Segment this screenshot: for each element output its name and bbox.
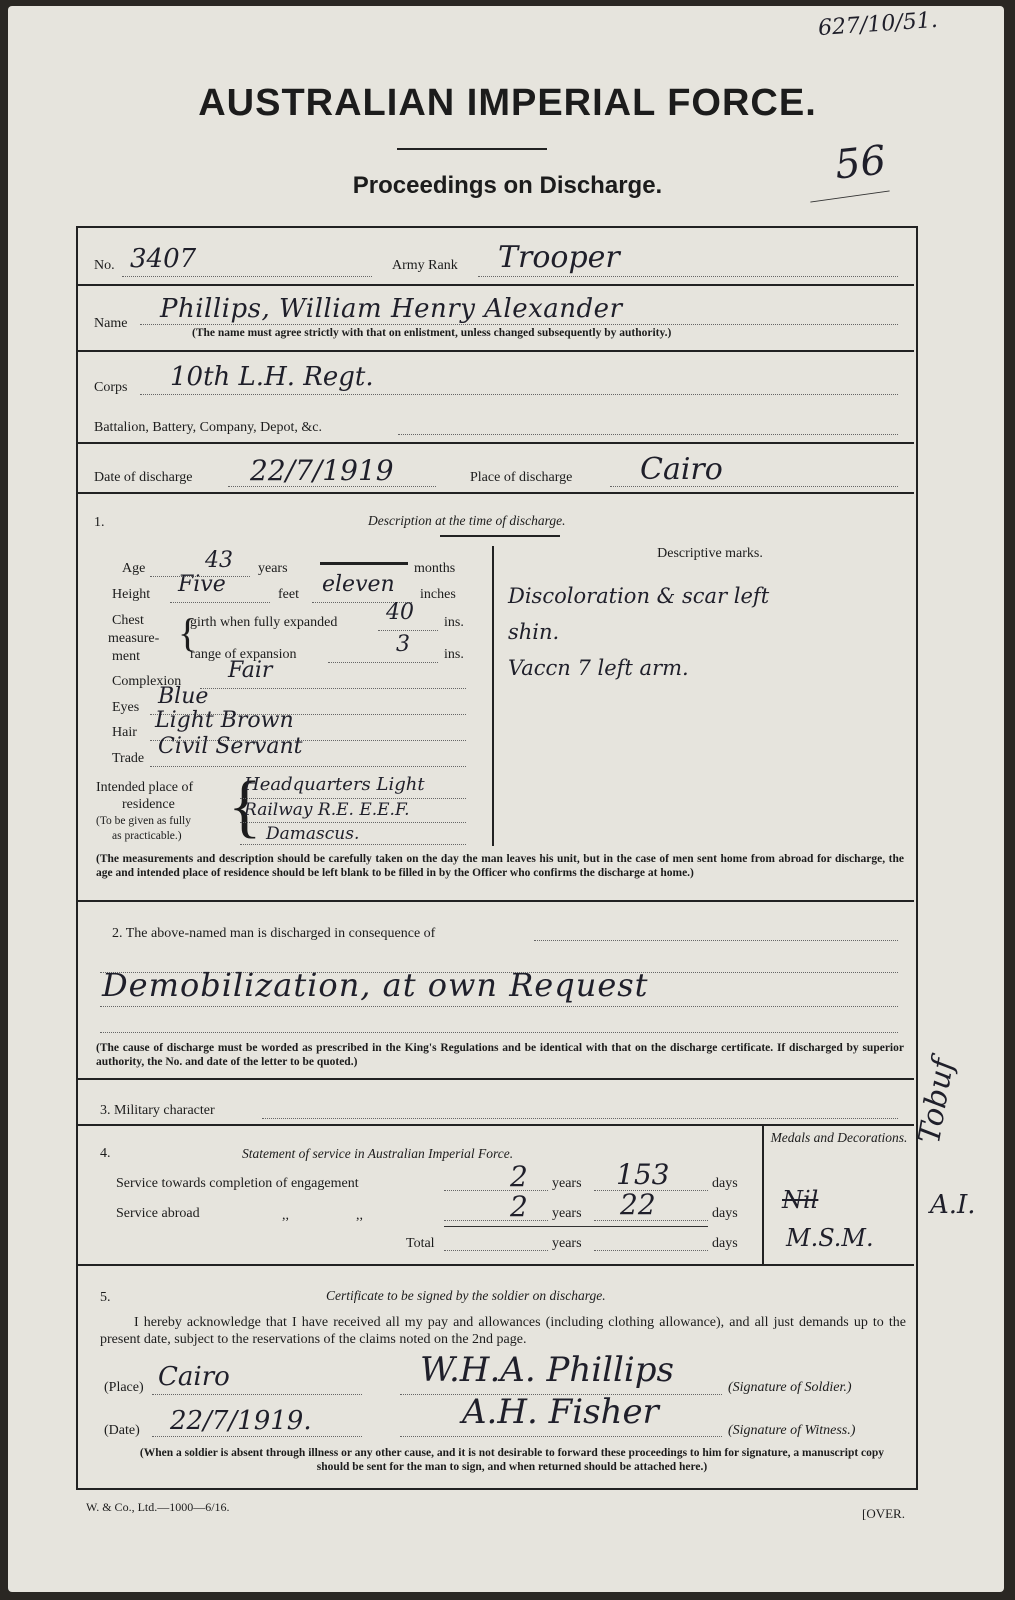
height-inches-value: eleven — [322, 572, 395, 597]
descriptive-marks-title: Descriptive marks. — [657, 546, 763, 561]
section1-number: 1. — [94, 515, 105, 530]
medals-value-msm: M.S.M. — [786, 1224, 874, 1252]
abroad-years-value: 2 — [510, 1190, 528, 1223]
soldier-signature-label: (Signature of Soldier.) — [728, 1380, 852, 1395]
battalion-label: Battalion, Battery, Company, Depot, &c. — [94, 420, 322, 435]
section1-rule — [440, 535, 560, 537]
range-ins-label: ins. — [444, 647, 464, 662]
height-feet-value: Five — [178, 572, 226, 597]
margin-mark: A.I. — [930, 1190, 976, 1220]
place-of-discharge-value: Cairo — [640, 452, 723, 487]
name-note: (The name must agree strictly with that on enlistment, unless changed subsequently by authority.) — [192, 327, 672, 339]
engagement-days-label: days — [712, 1176, 738, 1191]
abroad-ditto-1: ,, — [282, 1208, 289, 1223]
section5-number: 5. — [100, 1290, 111, 1305]
section4-title: Statement of service in Australian Imperial Force. — [242, 1146, 514, 1161]
medals-title: Medals and Decorations. — [770, 1130, 908, 1145]
girth-ins-label: ins. — [444, 615, 464, 630]
chest-label: Chest — [112, 613, 144, 628]
girth-label: girth when fully expanded — [190, 615, 338, 630]
hair-value: Light Brown — [155, 708, 294, 733]
girth-value: 40 — [386, 600, 414, 625]
section4-number: 4. — [100, 1146, 111, 1161]
hair-label: Hair — [112, 725, 137, 740]
abroad-years-label: years — [552, 1206, 582, 1221]
total-days-label: days — [712, 1236, 738, 1251]
chest-brace: { — [178, 610, 198, 655]
trade-value: Civil Servant — [158, 734, 303, 759]
descriptive-marks-line-1: Discoloration & scar left — [508, 584, 770, 608]
medals-value-nil: Nil — [782, 1186, 819, 1214]
residence-label: Intended place of — [96, 780, 194, 795]
name-label: Name — [94, 316, 128, 331]
chest-label-2: measure- — [108, 631, 160, 646]
total-label: Total — [406, 1236, 435, 1251]
eyes-label: Eyes — [112, 700, 140, 715]
margin-initials: Tobuf — [912, 1055, 962, 1147]
rank-label: Army Rank — [392, 258, 458, 273]
months-blank-dash — [320, 562, 408, 565]
range-value: 3 — [396, 632, 410, 657]
engagement-years-label: years — [552, 1176, 582, 1191]
section1-title: Description at the time of discharge. — [368, 513, 566, 528]
date-label: (Date) — [104, 1423, 140, 1438]
place-label: (Place) — [104, 1380, 144, 1395]
corps-value: 10th L.H. Regt. — [170, 362, 374, 392]
corps-label: Corps — [94, 380, 128, 395]
descriptive-marks-line-2: shin. — [508, 620, 560, 644]
chest-label-3: ment — [112, 649, 140, 664]
age-value: 43 — [205, 548, 233, 573]
witness-signature: A.H. Fisher — [462, 1392, 659, 1432]
section5-note: (When a soldier is absent through illness or any other cause, and it is not desirable to forward these proceedings to him for signature, a manuscript copy should be sent for the man to sign, and when returned should be attached here.) — [139, 1447, 885, 1473]
document-subtitle: Proceedings on Discharge. — [352, 172, 663, 199]
no-label: No. — [94, 258, 115, 273]
range-label: range of expansion — [190, 647, 297, 662]
years-label: years — [258, 561, 288, 576]
residence-line-3: Damascus. — [266, 824, 360, 844]
residence-brace: { — [228, 768, 262, 845]
section2-label: 2. The above-named man is discharged in consequence of — [112, 926, 436, 941]
height-label: Height — [112, 587, 151, 602]
feet-label: feet — [278, 587, 299, 602]
complexion-label: Complexion — [112, 674, 182, 689]
residence-line-1: Headquarters Light — [244, 774, 425, 795]
months-label: months — [414, 561, 456, 576]
age-label: Age — [122, 561, 146, 576]
abroad-ditto-2: ,, — [356, 1208, 363, 1223]
engagement-years-value: 2 — [510, 1160, 528, 1193]
residence-label-3: (To be given as fully — [96, 815, 192, 827]
soldier-signature: W.H.A. Phillips — [420, 1350, 674, 1390]
residence-line-2: Railway R.E. E.E.F. — [244, 800, 410, 820]
inches-label: inches — [420, 587, 456, 602]
rank-value: Trooper — [498, 240, 620, 275]
date-value: 22/7/1919. — [170, 1406, 312, 1436]
section3-label: 3. Military character — [100, 1103, 215, 1118]
reference-number: 627/10/51. — [817, 7, 939, 42]
page-number: 56 — [832, 137, 889, 189]
section2-note: (The cause of discharge must be worded as prescribed in the King's Regulations and be identical with that on the discharge certificate. If discharged by superior authority, the No. and date of the letter to be quoted.) — [96, 1042, 904, 1068]
abroad-label: Service abroad — [116, 1206, 200, 1221]
place-value: Cairo — [158, 1362, 230, 1392]
section5-title: Certificate to be signed by the soldier on discharge. — [326, 1288, 606, 1303]
certificate-text: I hereby acknowledge that I have received all my pay and allowances (including clothing allowance), and all just demands up to the present date, subject to the reservations of the claims noted on the 2nd page. — [100, 1315, 906, 1347]
title-rule — [397, 148, 547, 150]
document-title: AUSTRALIAN IMPERIAL FORCE. — [198, 82, 817, 124]
date-of-discharge-label: Date of discharge — [94, 470, 193, 485]
descriptive-marks-line-3: Vaccn 7 left arm. — [508, 656, 689, 680]
residence-label-4: as practicable.) — [112, 830, 182, 842]
place-of-discharge-label: Place of discharge — [470, 470, 573, 485]
over-label: [OVER. — [862, 1506, 905, 1521]
eyes-value: Blue — [158, 684, 209, 709]
engagement-label: Service towards completion of engagement — [116, 1176, 359, 1191]
residence-label-2: residence — [122, 797, 175, 812]
abroad-days-value: 22 — [620, 1188, 656, 1221]
discharge-reason-value: Demobilization, at own Request — [102, 966, 649, 1004]
section1-note: (The measurements and description should be carefully taken on the day the man leaves his unit, but in the case of men sent home from abroad for discharge, the age and intended place of residence should be left blank to be filled in by the Officer who confirms the discharge at home.) — [96, 853, 904, 879]
witness-signature-label: (Signature of Witness.) — [728, 1423, 856, 1438]
date-of-discharge-value: 22/7/1919 — [250, 454, 394, 487]
engagement-days-value: 153 — [616, 1158, 670, 1191]
trade-label: Trade — [112, 751, 145, 766]
abroad-days-label: days — [712, 1206, 738, 1221]
no-value: 3407 — [130, 244, 197, 274]
complexion-value: Fair — [228, 658, 273, 683]
name-value: Phillips, William Henry Alexander — [160, 294, 623, 324]
printer-imprint: W. & Co., Ltd.—1000—6/16. — [86, 1500, 230, 1514]
total-years-label: years — [552, 1236, 582, 1251]
